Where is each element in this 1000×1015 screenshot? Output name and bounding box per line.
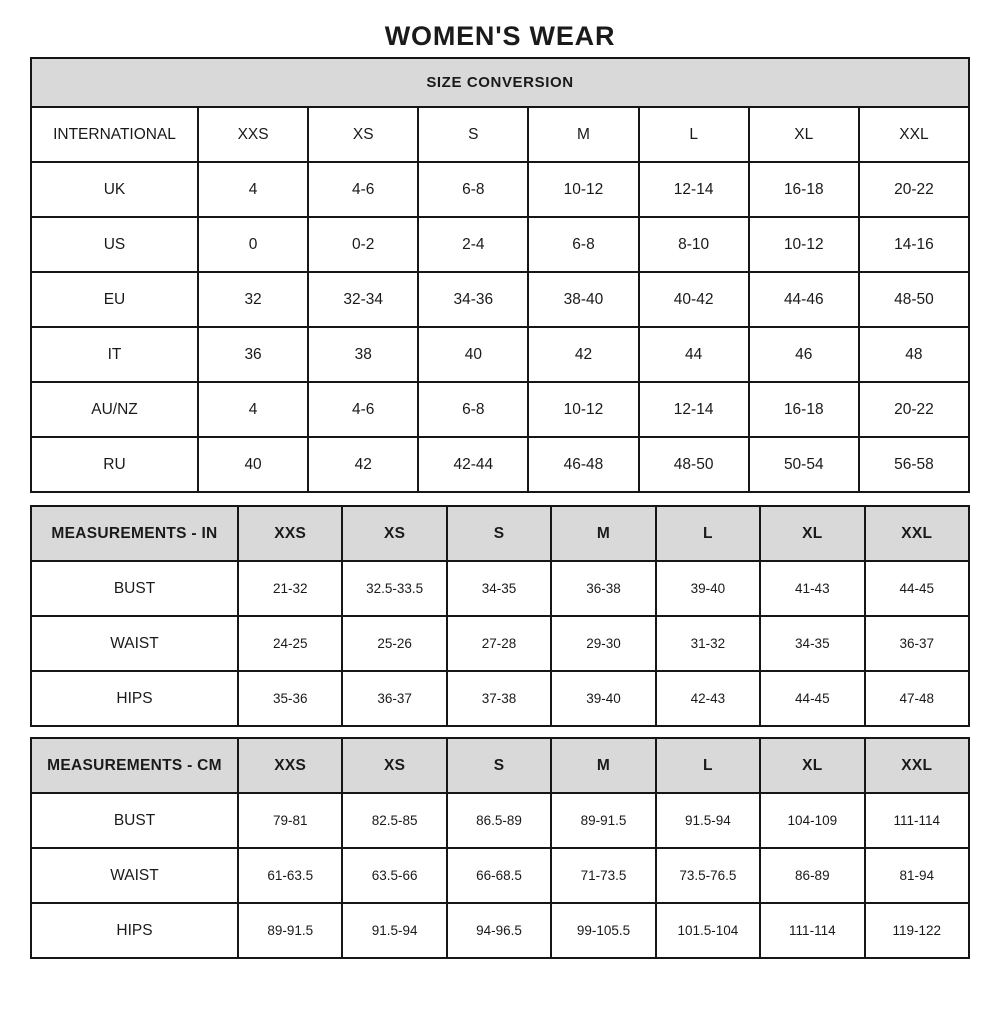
value-cell: 46-48 <box>528 437 638 492</box>
value-cell: 0-2 <box>308 217 418 272</box>
row-label: AU/NZ <box>31 382 198 437</box>
value-cell: 6-8 <box>418 382 528 437</box>
value-cell: 89-91.5 <box>551 793 655 848</box>
size-column-header: XL <box>760 738 864 793</box>
size-column-header: XS <box>308 107 418 162</box>
size-column-header: XS <box>342 506 446 561</box>
value-cell: 79-81 <box>238 793 342 848</box>
row-label: HIPS <box>31 671 238 726</box>
table-row <box>31 382 969 437</box>
value-cell: 48-50 <box>639 437 749 492</box>
table-row <box>31 437 969 492</box>
size-column-header: S <box>447 738 551 793</box>
value-cell: 44 <box>639 327 749 382</box>
value-cell: 56-58 <box>859 437 969 492</box>
value-cell: 44-45 <box>865 561 969 616</box>
table-row <box>31 671 969 726</box>
value-cell: 48 <box>859 327 969 382</box>
value-cell: 34-36 <box>418 272 528 327</box>
size-column-header: XXL <box>865 506 969 561</box>
value-cell: 66-68.5 <box>447 848 551 903</box>
value-cell: 29-30 <box>551 616 655 671</box>
value-cell: 39-40 <box>656 561 760 616</box>
value-cell: 4-6 <box>308 162 418 217</box>
value-cell: 32.5-33.5 <box>342 561 446 616</box>
size-column-header: XL <box>760 506 864 561</box>
value-cell: 8-10 <box>639 217 749 272</box>
size-column-header: XXL <box>859 107 969 162</box>
row-label: US <box>31 217 198 272</box>
table-header-row <box>31 506 969 561</box>
measurements_in-label-header: MEASUREMENTS - IN <box>31 506 238 561</box>
value-cell: 4-6 <box>308 382 418 437</box>
value-cell: 36 <box>198 327 308 382</box>
value-cell: 6-8 <box>418 162 528 217</box>
size-column-header: S <box>447 506 551 561</box>
value-cell: 46 <box>749 327 859 382</box>
value-cell: 10-12 <box>528 382 638 437</box>
row-label: BUST <box>31 561 238 616</box>
value-cell: 38-40 <box>528 272 638 327</box>
value-cell: 40-42 <box>639 272 749 327</box>
row-label: WAIST <box>31 616 238 671</box>
row-label: IT <box>31 327 198 382</box>
row-label: WAIST <box>31 848 238 903</box>
size-column-header: L <box>639 107 749 162</box>
value-cell: 31-32 <box>656 616 760 671</box>
value-cell: 42 <box>308 437 418 492</box>
value-cell: 16-18 <box>749 162 859 217</box>
value-cell: 34-35 <box>447 561 551 616</box>
size-column-header: S <box>418 107 528 162</box>
value-cell: 36-38 <box>551 561 655 616</box>
value-cell: 40 <box>418 327 528 382</box>
value-cell: 101.5-104 <box>656 903 760 958</box>
size-column-header: M <box>551 738 655 793</box>
table-row <box>31 217 969 272</box>
table-row <box>31 162 969 217</box>
measurements_cm-label-header: MEASUREMENTS - CM <box>31 738 238 793</box>
value-cell: 24-25 <box>238 616 342 671</box>
value-cell: 48-50 <box>859 272 969 327</box>
value-cell: 81-94 <box>865 848 969 903</box>
value-cell: 111-114 <box>760 903 864 958</box>
value-cell: 36-37 <box>342 671 446 726</box>
value-cell: 47-48 <box>865 671 969 726</box>
row-label: EU <box>31 272 198 327</box>
value-cell: 21-32 <box>238 561 342 616</box>
value-cell: 99-105.5 <box>551 903 655 958</box>
value-cell: 82.5-85 <box>342 793 446 848</box>
measurements-cm-table <box>30 737 970 959</box>
value-cell: 44-45 <box>760 671 864 726</box>
row-label: UK <box>31 162 198 217</box>
value-cell: 25-26 <box>342 616 446 671</box>
value-cell: 61-63.5 <box>238 848 342 903</box>
value-cell: 40 <box>198 437 308 492</box>
table-row <box>31 272 969 327</box>
size-column-header: XXS <box>198 107 308 162</box>
value-cell: 50-54 <box>749 437 859 492</box>
measurements-in-table <box>30 505 970 727</box>
table-row <box>31 616 969 671</box>
value-cell: 36-37 <box>865 616 969 671</box>
table-header-row <box>31 738 969 793</box>
size-column-header: M <box>551 506 655 561</box>
value-cell: 38 <box>308 327 418 382</box>
value-cell: 12-14 <box>639 162 749 217</box>
value-cell: 42-43 <box>656 671 760 726</box>
value-cell: 4 <box>198 162 308 217</box>
size_conversion-label-header: INTERNATIONAL <box>31 107 198 162</box>
value-cell: 39-40 <box>551 671 655 726</box>
value-cell: 10-12 <box>528 162 638 217</box>
value-cell: 14-16 <box>859 217 969 272</box>
value-cell: 89-91.5 <box>238 903 342 958</box>
table-row <box>31 327 969 382</box>
size-column-header: XXS <box>238 506 342 561</box>
value-cell: 20-22 <box>859 382 969 437</box>
value-cell: 35-36 <box>238 671 342 726</box>
value-cell: 34-35 <box>760 616 864 671</box>
value-cell: 0 <box>198 217 308 272</box>
value-cell: 16-18 <box>749 382 859 437</box>
value-cell: 71-73.5 <box>551 848 655 903</box>
value-cell: 86.5-89 <box>447 793 551 848</box>
value-cell: 86-89 <box>760 848 864 903</box>
table-row <box>31 903 969 958</box>
value-cell: 119-122 <box>865 903 969 958</box>
value-cell: 27-28 <box>447 616 551 671</box>
size-conversion-table <box>30 57 970 493</box>
value-cell: 63.5-66 <box>342 848 446 903</box>
page-title: WOMEN'S WEAR <box>384 21 616 51</box>
row-label: HIPS <box>31 903 238 958</box>
value-cell: 111-114 <box>865 793 969 848</box>
value-cell: 91.5-94 <box>656 793 760 848</box>
value-cell: 94-96.5 <box>447 903 551 958</box>
size-column-header: M <box>528 107 638 162</box>
table-row <box>31 561 969 616</box>
size_conversion-banner: SIZE CONVERSION <box>31 58 969 107</box>
table-banner-row <box>31 58 969 107</box>
value-cell: 4 <box>198 382 308 437</box>
value-cell: 44-46 <box>749 272 859 327</box>
table-row <box>31 848 969 903</box>
value-cell: 42-44 <box>418 437 528 492</box>
row-label: RU <box>31 437 198 492</box>
value-cell: 6-8 <box>528 217 638 272</box>
size-column-header: L <box>656 738 760 793</box>
value-cell: 37-38 <box>447 671 551 726</box>
size-column-header: L <box>656 506 760 561</box>
value-cell: 73.5-76.5 <box>656 848 760 903</box>
table-row <box>31 793 969 848</box>
value-cell: 41-43 <box>760 561 864 616</box>
value-cell: 2-4 <box>418 217 528 272</box>
value-cell: 32 <box>198 272 308 327</box>
size-column-header: XS <box>342 738 446 793</box>
size-column-header: XXS <box>238 738 342 793</box>
value-cell: 10-12 <box>749 217 859 272</box>
value-cell: 42 <box>528 327 638 382</box>
value-cell: 91.5-94 <box>342 903 446 958</box>
value-cell: 12-14 <box>639 382 749 437</box>
value-cell: 32-34 <box>308 272 418 327</box>
table-header-row <box>31 107 969 162</box>
value-cell: 104-109 <box>760 793 864 848</box>
row-label: BUST <box>31 793 238 848</box>
size-column-header: XL <box>749 107 859 162</box>
size-column-header: XXL <box>865 738 969 793</box>
value-cell: 20-22 <box>859 162 969 217</box>
